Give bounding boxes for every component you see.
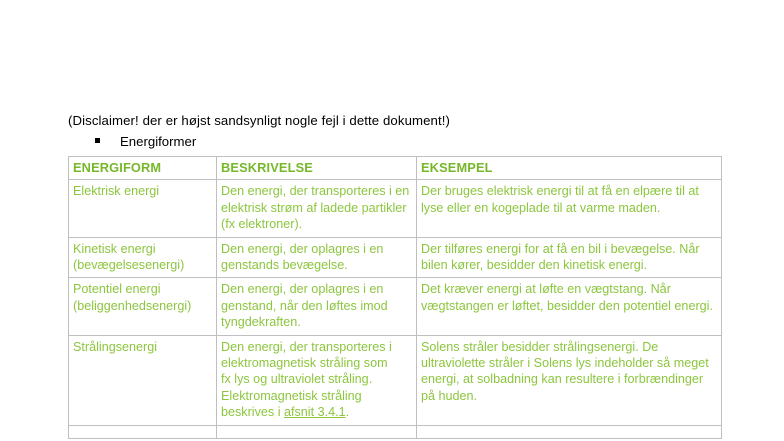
cell-beskrivelse: [217, 335, 417, 425]
cell-energiform: Elektrisk energi: [69, 180, 217, 237]
cell-beskrivelse-partial: [217, 425, 417, 438]
bullet-item-label: Energiformer: [120, 134, 197, 149]
table-row-partial: [69, 425, 722, 438]
table-row: [69, 180, 722, 237]
cell-energiform-partial: [69, 425, 217, 438]
table-row: [69, 335, 722, 425]
cell-eksempel: Det kræver energi at løfte en vægtstang. Når vægtstangen er løftet, besidder den potentiel energi.: [417, 278, 722, 335]
document-body: [68, 112, 722, 439]
table-row: [69, 278, 722, 335]
cell-energiform: Strålingsenergi: [69, 335, 217, 425]
energy-forms-table: [68, 156, 722, 439]
cell-energiform: Kinetisk energi (bevægelsesenergi): [69, 237, 217, 278]
cell-eksempel: Der bruges elektrisk energi til at få en elpære til at lyse eller en kogeplade til at varme maden.: [417, 180, 722, 237]
column-header-energiform: ENERGIFORM: [69, 157, 217, 180]
disclaimer-text: (Disclaimer! der er højst sandsynligt nogle fejl i dette dokument!): [68, 113, 450, 128]
cell-eksempel: Der tilføres energi for at få en bil i bevægelse. Når bilen kører, besidder den kinetisk energi.: [417, 237, 722, 278]
cell-beskrivelse: Den energi, der oplagres i en genstands bevægelse.: [217, 237, 417, 278]
table-header-row: [69, 157, 722, 180]
bullet-list-item: [95, 133, 722, 150]
cell-beskrivelse: Den energi, der transporteres i en elektrisk strøm af ladede partikler (fx elektroner).: [217, 180, 417, 237]
beskrivelse-line-3: .: [345, 405, 350, 420]
afsnit-link[interactable]: afsnit 3.4.1: [284, 405, 346, 420]
beskrivelse-line-1: Den energi, der transporteres i elektromagnetisk stråling som: [221, 339, 392, 371]
cell-energiform: Potentiel energi (beliggenhedsenergi): [69, 278, 217, 335]
beskrivelse-line-2: fx lys og ultraviolet stråling. Elektromagnetisk stråling beskrives i: [221, 372, 373, 420]
table-row: [69, 237, 722, 278]
cell-eksempel-partial: [417, 425, 722, 438]
column-header-eksempel: EKSEMPEL: [417, 157, 722, 180]
cell-eksempel: Solens stråler besidder strålingsenergi. De ultraviolette stråler i Solens lys indeholder så meget energi, at solbadning kan resultere i forbrændinger på huden.: [417, 335, 722, 425]
cell-beskrivelse: Den energi, der oplagres i en genstand, når den løftes imod tyngdekraften.: [217, 278, 417, 335]
column-header-beskrivelse: BESKRIVELSE: [217, 157, 417, 180]
square-bullet-icon: [95, 138, 100, 143]
